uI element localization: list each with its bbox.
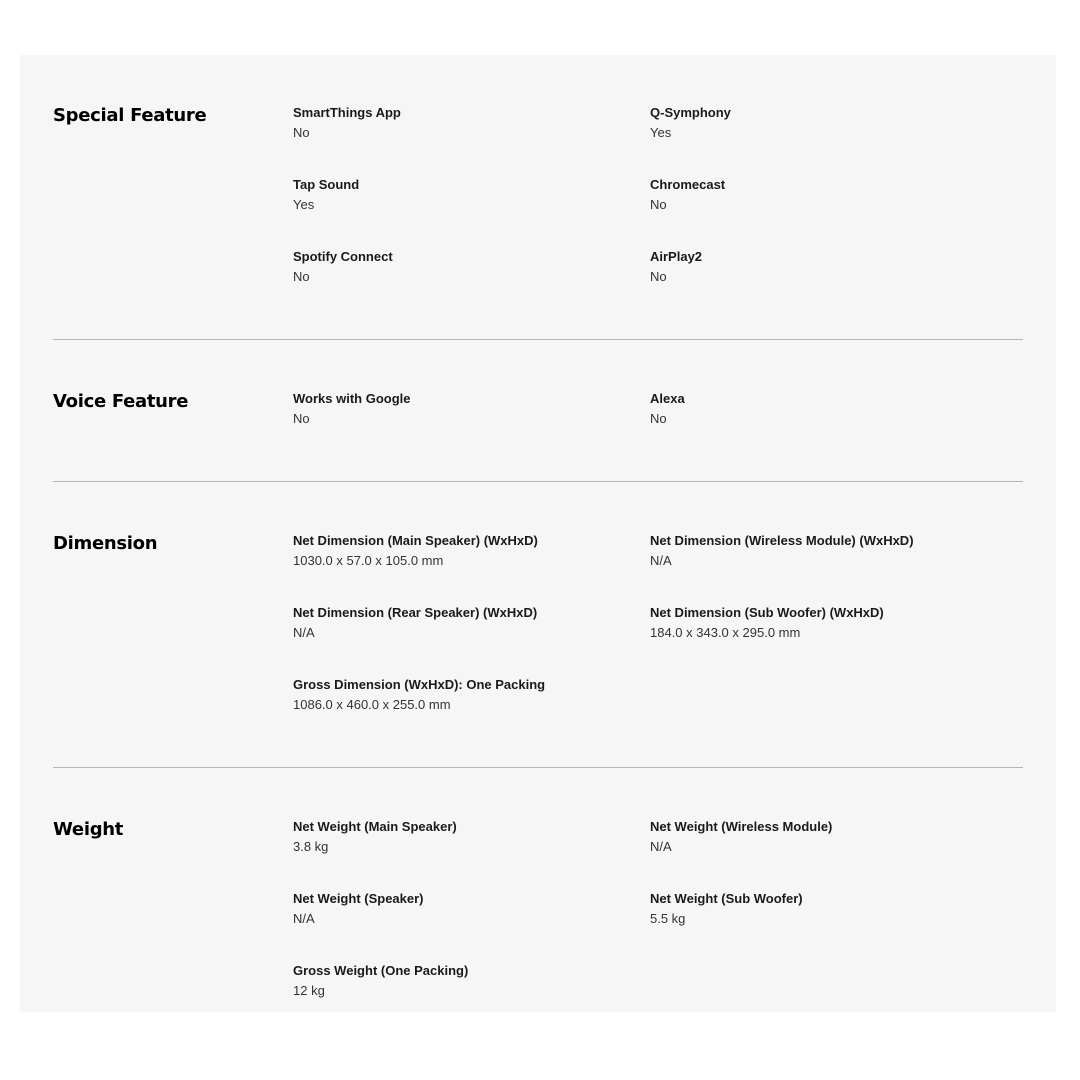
section-title: Dimension (53, 533, 158, 554)
spec-value: 184.0 x 343.0 x 295.0 mm (650, 625, 801, 640)
spec-item (293, 963, 623, 999)
spec-label: Works with Google (293, 391, 411, 406)
spec-label: Net Dimension (Rear Speaker) (WxHxD) (293, 605, 538, 620)
spec-value: 1086.0 x 460.0 x 255.0 mm (293, 697, 451, 712)
spec-label: Gross Dimension (WxHxD): One Packing (293, 677, 546, 692)
section-title: Weight (53, 819, 124, 840)
spec-value: 12 kg (293, 983, 325, 998)
spec-label: Net Dimension (Sub Woofer) (WxHxD) (650, 605, 884, 620)
spec-item (650, 249, 980, 285)
spec-item (650, 819, 980, 855)
section-title: Special Feature (53, 105, 207, 126)
spec-item (293, 677, 623, 713)
section-divider (53, 767, 1023, 768)
spec-value: 5.5 kg (650, 911, 686, 926)
spec-item (293, 605, 623, 641)
spec-label: Spotify Connect (293, 249, 393, 264)
spec-value: No (650, 197, 667, 212)
spec-value: N/A (650, 839, 672, 854)
spec-item (650, 177, 980, 213)
section-divider (53, 481, 1023, 482)
spec-item (293, 819, 623, 855)
spec-value: No (650, 269, 667, 284)
specs-panel (20, 55, 1056, 1012)
spec-item (293, 177, 623, 213)
spec-item (650, 605, 980, 641)
spec-item (293, 533, 623, 569)
spec-label: Alexa (650, 391, 685, 406)
spec-value: N/A (650, 553, 672, 568)
spec-value: No (293, 411, 310, 426)
spec-item (293, 891, 623, 927)
spec-label: Q-Symphony (650, 105, 731, 120)
spec-label: Net Weight (Wireless Module) (650, 819, 833, 834)
spec-label: Net Dimension (Wireless Module) (WxHxD) (650, 533, 914, 548)
spec-value: 1030.0 x 57.0 x 105.0 mm (293, 553, 444, 568)
spec-value: N/A (293, 625, 315, 640)
section-divider (53, 339, 1023, 340)
spec-item (293, 105, 623, 141)
spec-label: Tap Sound (293, 177, 360, 192)
spec-item (650, 891, 980, 927)
spec-value: No (293, 269, 310, 284)
spec-value: No (293, 125, 310, 140)
spec-value: N/A (293, 911, 315, 926)
spec-value: Yes (293, 197, 315, 212)
spec-label: AirPlay2 (650, 249, 703, 264)
spec-value: No (650, 411, 667, 426)
spec-item (650, 533, 980, 569)
spec-label: Net Weight (Main Speaker) (293, 819, 457, 834)
spec-label: Net Weight (Speaker) (293, 891, 424, 906)
spec-item (650, 391, 980, 427)
spec-label: Gross Weight (One Packing) (293, 963, 469, 978)
spec-item (293, 391, 623, 427)
spec-label: Net Weight (Sub Woofer) (650, 891, 803, 906)
spec-label: Net Dimension (Main Speaker) (WxHxD) (293, 533, 538, 548)
spec-item (650, 105, 980, 141)
spec-label: SmartThings App (293, 105, 401, 120)
spec-label: Chromecast (650, 177, 726, 192)
spec-item (293, 249, 623, 285)
section-title: Voice Feature (53, 391, 189, 412)
spec-value: Yes (650, 125, 672, 140)
spec-value: 3.8 kg (293, 839, 329, 854)
